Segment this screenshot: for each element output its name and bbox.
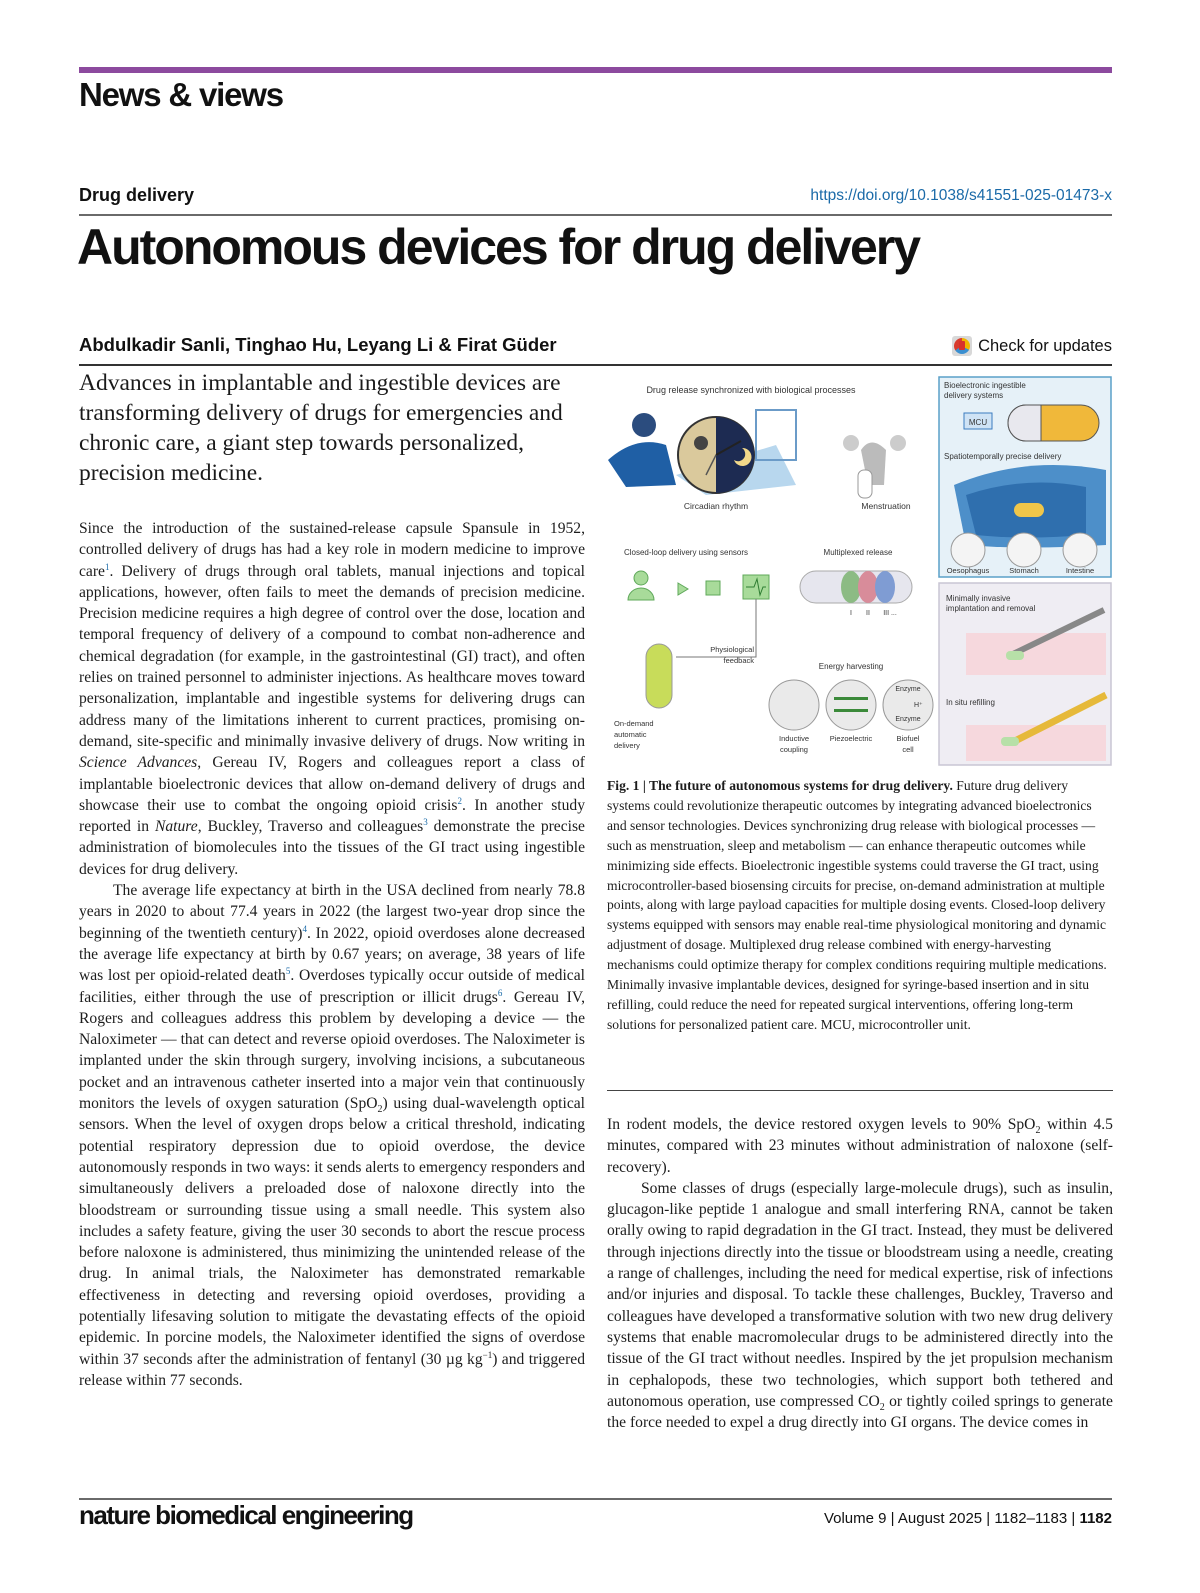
svg-text:Inductive: Inductive [778,734,810,743]
reference-link[interactable]: 4 [302,923,307,934]
svg-text:H⁺: H⁺ [914,702,923,709]
svg-text:II: II [866,610,870,617]
svg-text:On-demand: On-demand [614,719,654,728]
svg-text:Spatiotemporally precise deliv: Spatiotemporally precise delivery [944,452,1062,461]
svg-text:Physiological: Physiological [710,645,754,654]
reference-link[interactable]: 5 [285,966,291,977]
fig-label-sync: Drug release synchronized with biological processes [646,385,856,395]
caption-divider [607,1090,1113,1091]
inductive-coupling-icon [769,680,819,730]
menstruation-illustration [843,435,906,498]
authors-divider [79,364,1112,366]
paragraph: The average life expectancy at birth in the USA declined from nearly 78.8 years in 2020 to about 77.4 years in 2022 (the largest two-year drop since the beginning of the twentieth century)$^4$. In 2022, opioid overdoses alone decreased the average life expectancy at birth by 0.67 years; on average, 38 years of life was lost per opioid-related death$^5$. Overdoses typically occur outside of medical facilities, either through the use of prescription or illicit drugs$^6$. Gereau IV, Rogers and colleagues address this problem by developing a device — the Naloximeter — that can detect and reverse opioid overdoses. The Naloximeter is implanted under the skin through surgery, involving incisions, a subcutaneous pocket and an intravenous catheter inserted into a major vein that continuously monitors the levels of oxygen saturation (SpO$_2$) using dual-wavelength optical sensors. When the level of oxygen drops below a critical threshold, indicating potential respiratory depression due to opioid overdose, the device autonomously responds in two ways: it sends alerts to emergency responders and simultaneously delivers a preloaded dose of naloxone directly into the bloodstream or surrounding tissue using a small needle. This system also includes a safety feature, giving the user 30 seconds to abort the rescue process before naloxone is administered, thus minimizing the unintended release of the drug. In animal trials, the Naloximeter has demonstrated remarkable effectiveness in detecting and reversing opioid overdoses, providing a potentially lifesaving solution to mitigate the devastating effects of the opioid epidemic. In porcine models, the Naloximeter identified the signs of overdose within 37 seconds after the administration of fentanyl (30 µg $kg^{-1}$) and triggered release within 77 seconds. [79,882,585,1389]
paragraph: Since the introduction of the sustained-release capsule Spansule in 1952, controlled delivery of drugs has had a key role in modern medicine to improve care$^1$. Delivery of drugs through oral tablets, manual injections and topical applications, however, often fails to meet the demands of precision medicine. Precision medicine requires a high degree of control over the dose, location and temporal frequency of delivery of a compound to combat non-adherence and chemical degradation (for example, in the gastrointestinal (GI) tract), and often relies on trained personnel to administer injections. As healthcare moves toward personalization, implantable and ingestible systems for delivering drugs can address many of the limitations inherent to current practices, promising on-demand, site-specific and minimally invasive delivery of drugs. Now writing in Science Advances, Gereau IV, Rogers and colleagues report a class of implantable bioelectronic devices that allow on-demand delivery of drugs and showcase their use to combat the ongoing opioid crisis$^2$. In another study reported in Nature, Buckley, Traverso and colleagues$^3$ demonstrate the precise administration of biomolecules into the tissues of the GI tract using ingestible devices for drug delivery. [79,520,586,878]
svg-text:Menstruation: Menstruation [861,501,911,511]
subject-label: Drug delivery [79,185,195,205]
section-accent-bar [79,67,1112,73]
standfirst: Advances in implantable and ingestible devices are transforming delivery of drugs for emergencies and chronic care, a giant step towards personalized, precision medicine. [79,370,563,486]
svg-text:Minimally invasive: Minimally invasive [946,594,1011,603]
svg-text:Bioelectronic ingestible: Bioelectronic ingestible [944,381,1026,390]
check-updates-label: Check for updates [978,336,1112,355]
svg-text:Energy harvesting: Energy harvesting [818,662,884,671]
journal-name: nature biomedical engineering [79,1500,413,1530]
svg-text:MCU: MCU [968,418,988,427]
header-divider [79,214,1112,216]
svg-text:delivery systems: delivery systems [944,391,1004,400]
svg-text:Enzyme: Enzyme [895,686,921,693]
reference-link[interactable]: 1 [104,561,110,572]
paragraph: In rodent models, the device restored oxygen levels to 90% SpO$_2$ within 4.5 minutes, compared with 23 minutes without administration of naloxone (self-recovery). [607,1116,1113,1176]
doi-link[interactable]: https://doi.org/10.1038/s41551-025-01473-x [810,187,1112,204]
body-column-left [79,518,585,1391]
svg-text:Piezoelectric: Piezoelectric [829,734,873,743]
svg-text:coupling: coupling [780,745,808,754]
svg-text:Oesophagus: Oesophagus [946,566,990,575]
svg-text:cell: cell [902,745,914,754]
svg-text:feedback: feedback [723,656,754,665]
paragraph: Some classes of drugs (especially large-molecule drugs), such as insulin, glucagon-like peptide 1 analogue and small interfering RNA, cannot be taken orally owing to rapid degradation in the GI tract. Instead, they must be delivered through injections directly into the tissue or bloodstream using a needle, creating a range of challenges, including the need for medical expertise, risk of infections and/or injuries and disposal. To tackle these challenges, Buckley, Traverso and colleagues have developed a transformative solution with two new drug delivery systems that enable macromolecular drugs to be administered directly into the tissue of the GI tract without needles. Inspired by the jet propulsion mechanism in cephalopods, these two technologies, which support both tethered and autonomous operation, use compressed $CO_2$ or tightly coiled springs to generate the force needed to expel a drug directly into GI organs. The device comes in [607,1179,1113,1432]
article-title: Autonomous devices for drug delivery [77,219,920,275]
page-number: 1182 [1079,1510,1112,1527]
closed-loop-illustration [628,571,769,708]
author-list: Abdulkadir Sanli, Tinghao Hu, Leyang Li & Firat Güder [79,334,557,355]
reference-link[interactable]: 6 [497,987,503,998]
svg-text:automatic: automatic [614,730,647,739]
figure-1 [606,375,1113,767]
svg-text:In situ refilling: In situ refilling [946,698,995,707]
body-column-right [607,1114,1113,1433]
svg-text:Circadian rhythm: Circadian rhythm [683,501,749,511]
svg-text:delivery: delivery [614,741,640,750]
multiplexed-capsule [800,571,912,603]
figure-caption: Fig. 1 | The future of autonomous systems for drug delivery. Future drug delivery systems could revolutionize therapeutic outcomes by integrating advanced bioelectronics and sensor technologies. Devices synchronizing drug release with biological processes — such as menstruation, sleep and metabolism — can enhance therapeutic outcomes while minimizing side effects. Bioelectronic ingestible systems could traverse the GI tract, using microcontroller-based biosensing circuits for precise, on-demand administration at multiple points, along with large payload capacities for multiple dosing events. Closed-loop delivery systems equipped with sensors may enable real-time physiological monitoring and dynamic adjustment of dosage. Multiplexed drug release combined with energy-harvesting mechanisms could optimize therapy for complex conditions requiring multiple medications. Minimally invasive implantable devices, designed for syringe-based insertion and in situ refilling, could reduce the need for repeated surgical interventions, offering long-term solutions for personalized patient care. MCU, microcontroller unit. [607,778,1107,1032]
check-updates-button[interactable] [952,336,1112,356]
svg-text:Biofuel: Biofuel [896,734,920,743]
reference-link[interactable]: 2 [457,795,462,806]
reference-link[interactable]: 3 [423,816,428,827]
svg-text:Stomach: Stomach [1009,566,1039,575]
svg-text:Multiplexed release: Multiplexed release [823,548,893,557]
piezoelectric-icon [826,680,876,730]
crossmark-icon [952,336,972,356]
svg-text:implantation and removal: implantation and removal [946,604,1036,613]
circadian-illustration [608,410,796,495]
svg-text:III ...: III ... [883,610,897,617]
section-label: News & views [79,76,283,113]
issue-info: Volume 9 | August 2025 | 1182–1183 | 1182 [823,1510,1112,1527]
svg-text:Closed-loop delivery using sen: Closed-loop delivery using sensors [623,548,749,557]
svg-text:Intestine: Intestine [1065,566,1095,575]
svg-text:I: I [850,610,852,617]
caption-label: Fig. 1 | The future of autonomous systems for drug delivery. [607,778,953,793]
svg-text:Enzyme: Enzyme [895,716,921,723]
